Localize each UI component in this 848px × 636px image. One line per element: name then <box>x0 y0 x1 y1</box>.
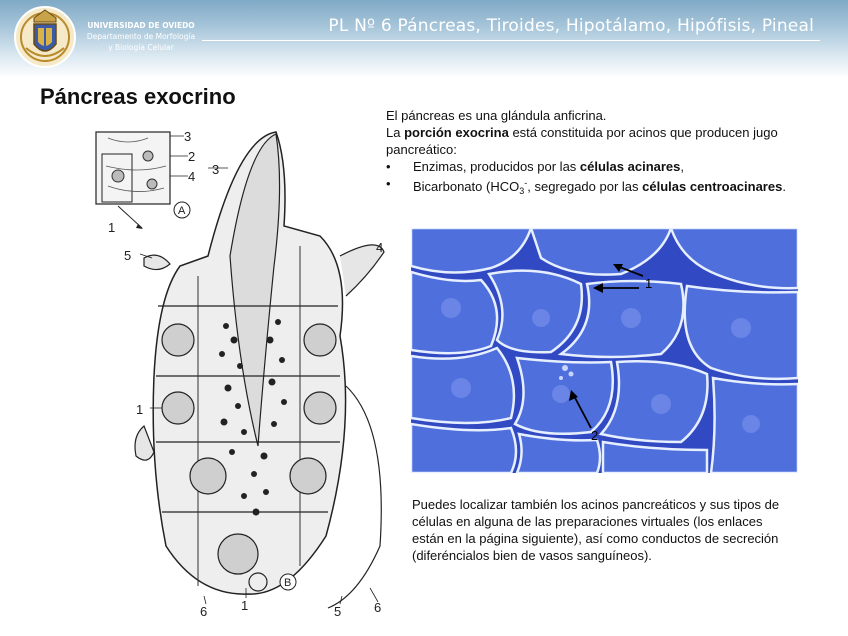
intro-bold-exocrina: porción exocrina <box>404 125 509 140</box>
intro-prefix: La <box>386 125 405 140</box>
intro-line-1: El páncreas es una glándula anficrina. <box>386 108 607 123</box>
intro-text <box>386 107 796 200</box>
bullet-2-suffix: . <box>782 179 786 194</box>
label-5-top: 5 <box>124 248 132 263</box>
label-6-right: 6 <box>374 600 382 615</box>
bullet-2-superscript: - <box>524 178 528 188</box>
bullet-list <box>386 158 796 200</box>
label-5-bottom: 5 <box>334 604 342 618</box>
label-3-duct: 3 <box>212 162 220 177</box>
micro-label-1: 1 <box>645 276 653 291</box>
bullet-2-subscript: 3 <box>519 186 525 196</box>
label-2: 2 <box>188 149 196 164</box>
header-divider <box>202 40 820 41</box>
university-name <box>80 20 202 53</box>
university-crest-logo <box>12 4 78 70</box>
bullet-2-prefix: Bicarbonato (HCO <box>413 179 520 194</box>
outro-text: Puedes localizar también los acinos pancreáticos y sus tipos de células en alguna de las preparaciones virtuales (los enlaces están en la página siguiente), así como conductos de secreción (diferéncialos bien de vasos sanguíneos). <box>412 497 780 563</box>
label-1-bottom: 1 <box>241 598 249 613</box>
intro-rest: está constituida por acinos que producen jugo pancreático: <box>386 125 778 157</box>
label-a: A <box>178 205 186 217</box>
page-title: Páncreas exocrino <box>40 84 236 109</box>
label-b: B <box>284 577 292 589</box>
acinus-illustration <box>88 126 398 618</box>
bullet-1-bold: células acinares <box>579 159 681 174</box>
bullet-1-prefix: Enzimas, producidos por las <box>413 159 580 174</box>
slide-header <box>0 0 848 78</box>
label-1-inset: 1 <box>108 220 116 235</box>
label-1-side: 1 <box>136 402 144 417</box>
micro-label-2: 2 <box>591 428 599 443</box>
university-line-2: Departamento de Morfología <box>86 32 196 41</box>
label-6-left: 6 <box>200 604 208 618</box>
intro-line-2 <box>386 124 796 158</box>
header-title: PL Nº 6 Páncreas, Tiroides, Hipotálamo, Hipófisis, Pineal <box>328 16 814 36</box>
bullet-2-mid: , segregado por las <box>527 179 643 194</box>
bullet-2-bold: células centroacinares <box>642 179 783 194</box>
label-4-inset: 4 <box>188 169 196 184</box>
bullet-1-suffix: , <box>680 159 685 174</box>
university-line-1: UNIVERSIDAD DE OVIEDO <box>87 21 195 30</box>
label-3-inset: 3 <box>184 129 192 144</box>
label-4-vessel: 4 <box>376 240 384 255</box>
bullet-bicarbonato <box>386 175 796 200</box>
bullet-enzimas <box>386 158 796 175</box>
university-line-3: y Biología Celular <box>108 43 174 52</box>
micrograph-acini <box>411 228 798 473</box>
